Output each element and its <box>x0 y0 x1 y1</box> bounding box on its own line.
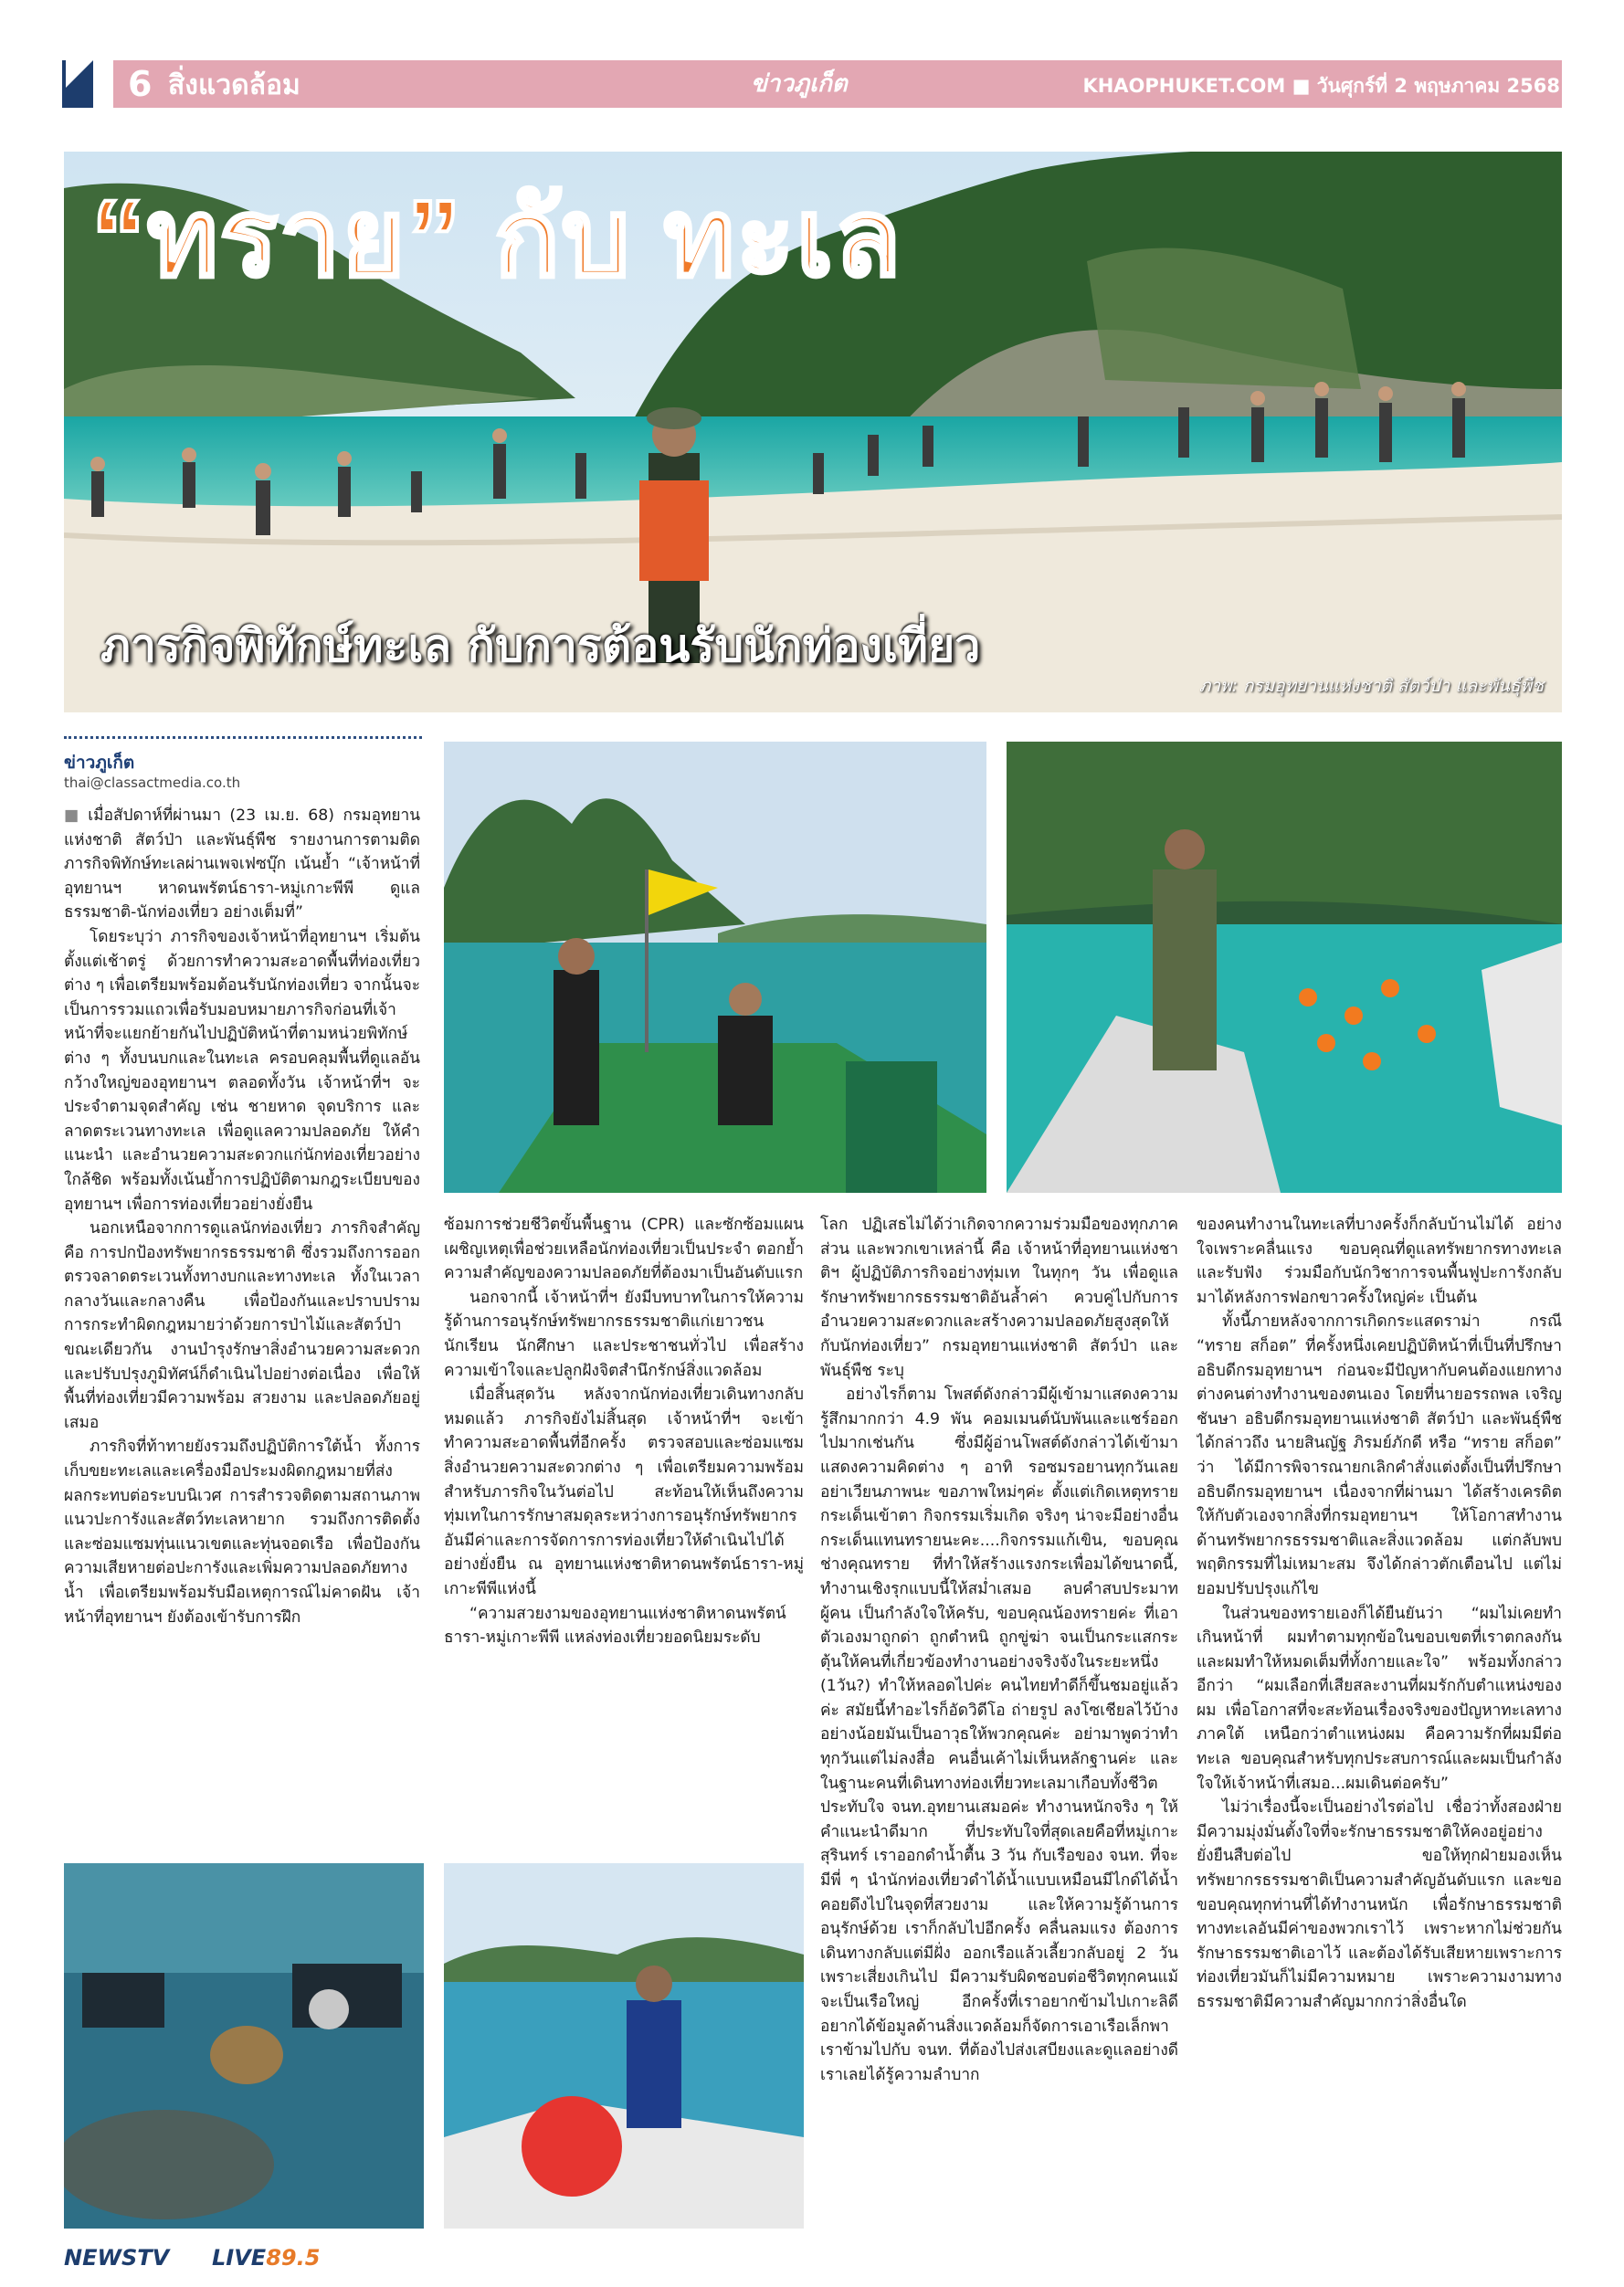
section-name: สิ่งแวดล้อม <box>168 69 301 101</box>
article-paragraph: ของคนทำงานในทะเลที่บางครั้งก็กลับบ้านไม่ได้ อย่างใจเพราะคลื่นแรง ขอบคุณที่ดูแลทรัพยากรทางทะเลและรับฟัง ร่วมมือกับนักวิชาการจนพื้นฟูปะการังกลับมาได้หลังการฟอกขาวครั้งใหญ่ค่ะ เป็นต้น <box>1197 1216 1562 1307</box>
footer-news-tv-logo: NEWSTV <box>64 2245 170 2271</box>
byline-name: ข่าวภูเก็ต <box>64 753 135 773</box>
photo-credit: ภาพ: กรมอุทยานแห่งชาติ สัตว์ป่า และพันธุ์พืช <box>1198 676 1544 696</box>
article-column-3 <box>820 1213 1178 2254</box>
byline-divider <box>64 736 422 739</box>
page-number: 6 <box>128 64 153 104</box>
bullet-icon: ■ <box>64 806 83 825</box>
article-paragraph: “ความสวยงามของอุทยานแห่งชาติหาดนพรัตน์ธารา-หมู่เกาะพีพี แหล่งท่องเที่ยวยอดนิยมระดับ <box>444 1604 786 1648</box>
article-paragraph: นอกจากนี้ เจ้าหน้าที่ฯ ยังมีบทบาทในการให้ความรู้ด้านการอนุรักษ์ทรัพยากรธรรมชาติแก่เยาวชน นักเรียน นักศึกษา และประชาชนทั่วไป เพื่อสร้างความเข้าใจและปลูกฝังจิตสำนึกรักษ์สิ่งแวดล้อม <box>444 1288 804 1380</box>
site-date: KHAOPHUKET.COM ■ วันศุกร์ที่ 2 พฤษภาคม 2568 <box>1082 75 1560 97</box>
photo-underwater-net-cleanup <box>64 1863 424 2229</box>
corner-logo-mark <box>62 60 113 108</box>
article-column-4 <box>1197 1213 1562 2254</box>
article-paragraph: โดยระบุว่า ภารกิจของเจ้าหน้าที่อุทยานฯ เริ่มต้นตั้งแต่เช้าตรู่ ด้วยการทำความสะอาดพื้นที่ท่องเที่ยวต่าง ๆ เพื่อเตรียมพร้อมต้อนรับนักท่องเที่ยว จากนั้นจะเป็นการรวมแถวเพื่อรับมอบหมายภารกิจก่อนที่เจ้าหน้าที่จะแยกย้ายกันไปปฏิบัติหน้าที่ตามหน่วยพิทักษ์ต่าง ๆ ทั้งบนบกและในทะเล ครอบคลุมพื้นที่ดูแลอันกว้างใหญ่ของอุทยานฯ ตลอดทั้งวัน เจ้าหน้าที่ฯ จะประจำตามจุดสำคัญ เช่น ชายหาด จุดบริการ และลาดตระเวนทางทะเล เพื่อดูแลความปลอดภัย ให้คำแนะนำ และอำนวยความสะดวกแก่นักท่องเที่ยวอย่างใกล้ชิด พร้อมทั้งเน้นย้ำการปฏิบัติตามกฎระเบียบของอุทยานฯ เพื่อการท่องเที่ยวอย่างยั่งยืน <box>64 927 420 1214</box>
live-frequency: 89.5 <box>266 2245 321 2271</box>
article-paragraph: ภารกิจที่ท้าทายยังรวมถึงปฏิบัติการใต้น้ำ ทั้งการเก็บขยะทะเลและเครื่องมือประมงผิดกฎหมายที่ส่งผลกระทบต่อระบบนิเวศ การสำรวจติดตามสถานภาพแนวปะการังและสัตว์ทะเลหายาก รวมถึงการติดตั้งและซ่อมแซมทุ่นแนวเขตและทุ่นจอดเรือ เพื่อป้องกันความเสียหายต่อปะการังและเพิ่มความปลอดภัยทางน้ำ เพื่อเตรียมพร้อมรับมือเหตุการณ์ไม่คาดฝัน เจ้าหน้าที่อุทยานฯ ยังต้องเข้ารับการฝึก <box>64 1438 420 1627</box>
photo-officer-tourists-snorkeling <box>1007 742 1562 1193</box>
photo-officers-on-boat <box>444 742 986 1193</box>
live-label: LIVE <box>212 2245 267 2271</box>
article-paragraph: เมื่อสัปดาห์ที่ผ่านมา (23 เม.ย. 68) กรมอุทยานแห่งชาติ สัตว์ป่า และพันธุ์พืช รายงานการตามติดภารกิจพิทักษ์ทะเลผ่านเพจเฟซบุ๊ก เน้นย้ำ “เจ้าหน้าที่อุทยานฯ หาดนพรัตน์ธารา-หมู่เกาะพีพี ดูแลธรรมชาติ-นักท่องเที่ยว อย่างเต็มที่” <box>64 806 420 922</box>
article-paragraph: เมื่อสิ้นสุดวัน หลังจากนักท่องเที่ยวเดินทางกลับหมดแล้ว ภารกิจยังไม่สิ้นสุด เจ้าหน้าที่ฯ จะเข้าทำความสะอาดพื้นที่อีกครั้ง ตรวจสอบและซ่อมแซมสิ่งอำนวยความสะดวกต่าง ๆ เพื่อเตรียมความพร้อมสำหรับภารกิจในวันต่อไป สะท้อนให้เห็นถึงความทุ่มเทในการรักษาสมดุลระหว่างการอนุรักษ์ทรัพยากรอันมีค่าและการจัดการการท่องเที่ยวให้ดำเนินไปได้อย่างยั่งยืน ณ อุทยานแห่งชาติหาดนพรัตน์ธารา-หมู่เกาะพีพีแห่งนี้ <box>444 1386 804 1598</box>
subheadline: ภารกิจพิทักษ์ทะเล กับการต้อนรับนักท่องเที่ยว <box>100 619 981 672</box>
article-paragraph: ซ้อมการช่วยชีวิตขั้นพื้นฐาน (CPR) และซักซ้อมแผนเผชิญเหตุเพื่อช่วยเหลือนักท่องเที่ยวเป็นประจำ ตอกย้ำความสำคัญของความปลอดภัยที่ต้องมาเป็นอันดับแรก <box>444 1216 804 1283</box>
article-paragraph: ในส่วนของทรายเองก็ได้ยืนยันว่า “ผมไม่เคยทำเกินหน้าที่ ผมทำตามทุกข้อในขอบเขตที่เราตกลงกันและผมทำให้หมดเต็มที่ทั้งกายและใจ” พร้อมทั้งกล่าวอีกว่า “ผมเลือกที่เสียสละงานที่ผมรักกับตำแหน่งของผม เพื่อโอกาสที่จะสะท้อนเรื่องจริงของปัญหาทะเลทางภาคใต้ เหนือกว่าตำแหน่งผม คือความรักที่ผมมีต่อทะเล ขอบคุณสำหรับทุกประสบการณ์และผมเป็นกำลังใจให้เจ้าหน้าที่เสมอ...ผมเดินต่อครับ” <box>1197 1604 1562 1793</box>
masthead-logo: ข่าวภูเก็ต <box>751 70 848 98</box>
article-column-1 <box>64 804 420 1836</box>
footer-live-radio-logo <box>212 2245 320 2271</box>
article-paragraph: ไม่ว่าเรื่องนี้จะเป็นอย่างไรต่อไป เชื่อว่าทั้งสองฝ่ายมีความมุ่งมั่นตั้งใจที่จะรักษาธรรมชาติให้คงอยู่อย่างยั่งยืนสืบต่อไป ขอให้ทุกฝ่ายมองเห็นทรัพยากรธรรมชาติเป็นความสำคัญอันดับแรก และขอขอบคุณทุกท่านที่ได้ทำงานหนัก เพื่อรักษาธรรมชาติทางทะเลอันมีค่าของพวกเราไว้ เพราะหากไม่ช่วยกันรักษาธรรมชาติเอาไว้ และต้องได้รับเสียหายเพราะการท่องเที่ยวมันก็ไม่มีความหมาย เพราะความงามทางธรรมชาติมีความสำคัญมากกว่าสิ่งอื่นใด <box>1197 1798 1562 2011</box>
byline-email[interactable]: thai@classactmedia.co.th <box>64 775 241 791</box>
article-paragraph: อย่างไรก็ตาม โพสต์ดังกล่าวมีผู้เข้ามาแสดงความรู้สึกมากกว่า 4.9 พัน คอมเมนต์นับพันและแชร์ออกไปมากเช่นกัน ซึ่งมีผู้อ่านโพสต์ดังกล่าวได้เข้ามาแสดงความคิดต่าง ๆ อาทิ รอซมรอยานทุกวันเลย อย่าเวียนภาพนะ ขอภาพใหม่ๆค่ะ ตั้งแต่เกิดเหตุทรายกระเด็นเข้าตา กิจกรรมเริ่มเกิด จริงๆ น่าจะมีอย่างอื่นกระเด็นแทนทรายนะคะ....กิจกรรมแก้เขิน, ขอบคุณช่างคุณทราย ที่ทำให้สร้างแรงกระเพื่อมได้ขนาดนี้, ทำงานเชิงรุกแบบนี้ให้สม่ำเสมอ ลบคำสบประมาทผู้คน เป็นกำลังใจให้ครับ, ขอบคุณน้องทรายค่ะ ที่เอาตัวเองมาถูกด่า ถูกตำหนิ ถูกขู่ฆ่า จนเป็นกระแสกระตุ้นให้คนที่เกี่ยวข้องทำงานอย่างจริงจังในระยะหนึ่ง (1วัน?) ทำให้หลอดไปค่ะ คนไทยทำดีก็ขึ้นชมอยู่แล้วค่ะ สมัยนี้ทำอะไรก็อัดวิดีโอ ถ่ายรูป ลงโซเชียลไว้บ้างอย่างน้อยมันเป็นอาวุธให้พวกคุณค่ะ อย่ามาพูดว่าทำทุกวันแต่ไม่ลงสื่อ คนอื่นเค้าไม่เห็นหลักฐานค่ะ และ ในฐานะคนที่เดินทางท่องเที่ยวทะเลมาเกือบทั้งชีวิต ประทับใจ จนท.อุทยานเสมอค่ะ ทำงานหนักจริง ๆ ให้คำแนะนำดีมาก ที่ประทับใจที่สุดเลยคือที่หมู่เกาะสุรินทร์ เราออกดำน้ำตื้น 3 วัน กับเรือของ จนท. ที่จะมีพี่ ๆ นำนักท่องเที่ยวดำได้น้ำแบบเหมือนมีไกด์ได้น้ำ คอยดึงไปในจุดที่สวยงาม และให้ความรู้ด้านการอนุรักษ์ด้วย เราก็กลับไปอีกครั้ง คลื่นลมแรง ต้องการเดินทางกลับแต่มีฝั่ง ออกเรือแล้วเลี้ยวกลับอยู่ 2 วัน เพราะเสี่ยงเกินไป มีความรับผิดชอบต่อชีวิตทุกคนแม้จะเป็นเรือใหญ่ อีกครั้งที่เราอยากข้ามไปเกาะลิดี อยากได้ข้อมูลด้านสิ่งแวดล้อมก็จัดการเอาเรือเล็กพาเราข้ามไปกับ จนท. ที่ต้องไปส่งเสบียงและดูแลอย่างดี เราเลยได้รู้ความลำบาก <box>820 1386 1178 2084</box>
headline: “ทราย” กับ ทะเล <box>91 178 903 299</box>
article-column-2 <box>444 1213 804 1839</box>
article-paragraph: โลก ปฏิเสธไม่ได้ว่าเกิดจากความร่วมมือของทุกภาคส่วน และพวกเขาเหล่านี้ คือ เจ้าหน้าที่อุทยานแห่งชาติฯ ผู้ปฏิบัติภารกิจอย่างทุ่มเท ในทุกๆ วัน เพื่อดูแลรักษาทรัพยากรธรรมชาติอันล้ำค่า ควบคู่ไปกับการอำนวยความสะดวกและสร้างความปลอดภัยสูงสุดให้กับนักท่องเที่ยว” กรมอุทยานแห่งชาติ สัตว์ป่า และพันธุ์พืช ระบุ <box>820 1216 1178 1380</box>
photo-buoy-installation <box>444 1863 804 2229</box>
article-paragraph: นอกเหนือจากการดูแลนักท่องเที่ยว ภารกิจสำคัญคือ การปกป้องทรัพยากรธรรมชาติ ซึ่งรวมถึงการออกตรวจลาดตระเวนทั้งทางบกและทางทะเล ทั้งในเวลากลางวันและกลางคืน เพื่อป้องกันและปราบปรามการกระทำผิดกฎหมายว่าด้วยการป่าไม้และสัตว์ป่า ขณะเดียวกัน งานบำรุงรักษาสิ่งอำนวยความสะดวกและปรับปรุงภูมิทัศน์ก็ดำเนินไปอย่างต่อเนื่อง เพื่อให้พื้นที่ท่องเที่ยวมีความพร้อม สวยงาม และปลอดภัยอยู่เสมอ <box>64 1219 420 1432</box>
article-paragraph: ทั้งนี้ภายหลังจากการเกิดกระแสดราม่า กรณี “ทราย สก็อต” ที่ครั้งหนึ่งเคยปฏิบัติหน้าที่เป็นที่ปรึกษาอธิบดีกรมอุทยานฯ ก่อนจะมีปัญหากับคนต้องแยกทางต่างคนต่างทำงานของตนเอง โดยที่นายอรรถพล เจริญชันษา อธิบดีกรมอุทยานแห่งชาติ สัตว์ป่า และพันธุ์พืช ได้กล่าวถึง นายสินญัฐ ภิรมย์ภักดี หรือ “ทราย สก็อต” ว่า ได้มีการพิจารณายกเลิกคำสั่งแต่งตั้งเป็นที่ปรึกษาอธิบดีกรมอุทยานฯ เนื่องจากที่ผ่านมา ได้สร้างเครดิตให้กับตัวเองจากสิ่งที่กรมอุทยานฯ ให้โอกาสทำงานด้านทรัพยากรธรรมชาติและสิ่งแวดล้อม แต่กลับพบพฤติกรรมที่ไม่เหมาะสม จึงได้กล่าวตักเตือนไป แต่ไม่ยอมปรับปรุงแก้ไข <box>1197 1312 1562 1598</box>
